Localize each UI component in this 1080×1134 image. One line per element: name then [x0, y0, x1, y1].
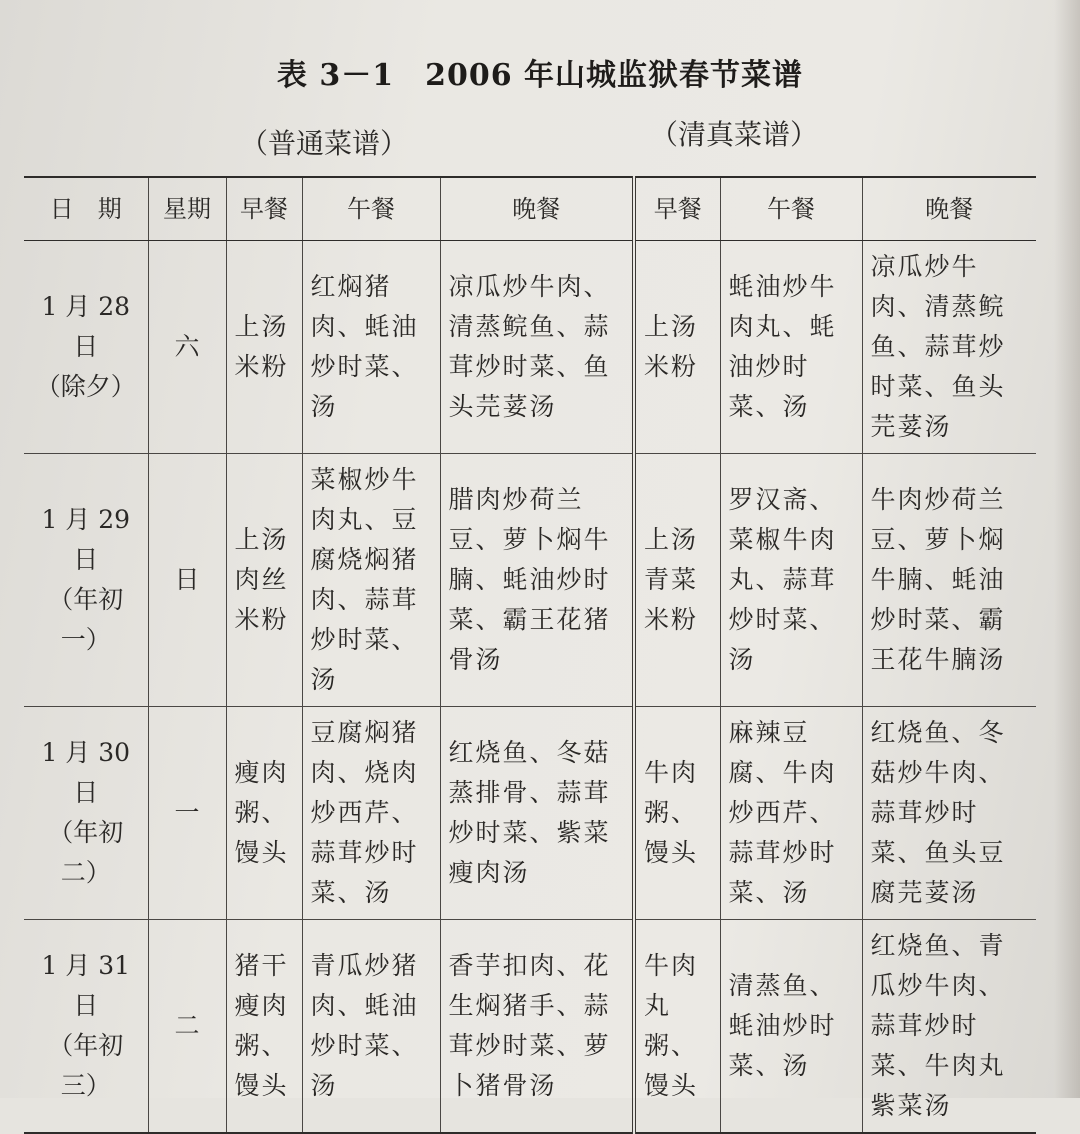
- regular-lunch-cell: 红焖猪肉、蚝油炒时菜、汤: [302, 241, 440, 454]
- halal-lunch-cell: 麻辣豆腐、牛肉炒西芹、蒜茸炒时菜、汤: [720, 707, 862, 920]
- regular-dinner-cell: 红烧鱼、冬菇蒸排骨、蒜茸炒时菜、紫菜瘦肉汤: [440, 707, 634, 920]
- date-cell: [24, 920, 148, 1134]
- regular-breakfast-cell: 上汤米粉: [226, 241, 302, 454]
- date-note: （除夕）: [35, 372, 136, 401]
- halal-lunch-cell: 清蒸鱼、蚝油炒时菜、汤: [720, 920, 862, 1134]
- regular-dinner-cell: 凉瓜炒牛肉、清蒸鲩鱼、蒜茸炒时菜、鱼头芫荽汤: [440, 241, 634, 454]
- weekday-cell: 日: [148, 454, 226, 707]
- halal-dinner-cell: 红烧鱼、青瓜炒牛肉、蒜茸炒时菜、牛肉丸紫菜汤: [862, 920, 1036, 1134]
- regular-menu-heading: （普通菜谱）: [240, 127, 409, 160]
- halal-lunch-cell: 罗汉斋、菜椒牛肉丸、蒜茸炒时菜、汤: [720, 454, 862, 707]
- regular-lunch-cell: 青瓜炒猪肉、蚝油炒时菜、汤: [302, 920, 440, 1134]
- halal-dinner-cell: 牛肉炒荷兰豆、萝卜焖牛腩、蚝油炒时菜、霸王花牛腩汤: [862, 454, 1036, 707]
- date-text: 1 月 29 日: [41, 505, 131, 574]
- table-row: [24, 454, 1036, 707]
- table-row: [24, 707, 1036, 920]
- page-gutter-shadow: [1054, 0, 1080, 1098]
- header-regular-dinner: 晚餐: [440, 177, 634, 241]
- header-date: 日 期: [24, 177, 148, 241]
- header-regular-lunch: 午餐: [302, 177, 440, 241]
- halal-lunch-cell: 蚝油炒牛肉丸、蚝油炒时菜、汤: [720, 241, 862, 454]
- date-cell: [24, 241, 148, 454]
- date-note: （年初一）: [48, 585, 124, 654]
- regular-lunch-cell: 豆腐焖猪肉、烧肉炒西芹、蒜茸炒时菜、汤: [302, 707, 440, 920]
- date-text: 1 月 28 日: [41, 292, 131, 361]
- halal-breakfast-cell: 牛肉丸粥、馒头: [634, 920, 720, 1134]
- weekday-cell: 二: [148, 920, 226, 1134]
- regular-breakfast-cell: 上汤肉丝米粉: [226, 454, 302, 707]
- regular-dinner-cell: 腊肉炒荷兰豆、萝卜焖牛腩、蚝油炒时菜、霸王花猪骨汤: [440, 454, 634, 707]
- date-text: 1 月 31 日: [41, 951, 131, 1020]
- date-cell: [24, 707, 148, 920]
- weekday-cell: 六: [148, 241, 226, 454]
- regular-breakfast-cell: 猪干瘦肉粥、馒头: [226, 920, 302, 1134]
- date-text: 1 月 30 日: [41, 738, 131, 807]
- table-caption: 表 3－1 2006 年山城监狱春节菜谱: [276, 58, 804, 93]
- header-regular-breakfast: 早餐: [226, 177, 302, 241]
- halal-breakfast-cell: 上汤米粉: [634, 241, 720, 454]
- halal-breakfast-cell: 上汤青菜米粉: [634, 454, 720, 707]
- date-note: （年初二）: [48, 818, 124, 887]
- regular-dinner-cell: 香芋扣肉、花生焖猪手、蒜茸炒时菜、萝卜猪骨汤: [440, 920, 634, 1134]
- date-note: （年初三）: [48, 1031, 124, 1100]
- regular-breakfast-cell: 瘦肉粥、馒头: [226, 707, 302, 920]
- halal-dinner-cell: 凉瓜炒牛肉、清蒸鲩鱼、蒜茸炒时菜、鱼头芫荽汤: [862, 241, 1036, 454]
- header-halal-lunch: 午餐: [720, 177, 862, 241]
- festival-menu-table: [24, 176, 1036, 1134]
- header-weekday: 星期: [148, 177, 226, 241]
- halal-dinner-cell: 红烧鱼、冬菇炒牛肉、蒜茸炒时菜、鱼头豆腐芫荽汤: [862, 707, 1036, 920]
- table-row: [24, 920, 1036, 1134]
- date-cell: [24, 454, 148, 707]
- table-row: [24, 241, 1036, 454]
- header-halal-dinner: 晚餐: [862, 177, 1036, 241]
- halal-breakfast-cell: 牛肉粥、馒头: [634, 707, 720, 920]
- weekday-cell: 一: [148, 707, 226, 920]
- header-halal-breakfast: 早餐: [634, 177, 720, 241]
- header-row: [24, 177, 1036, 241]
- halal-menu-heading: （清真菜谱）: [650, 118, 819, 151]
- regular-lunch-cell: 菜椒炒牛肉丸、豆腐烧焖猪肉、蒜茸炒时菜、汤: [302, 454, 440, 707]
